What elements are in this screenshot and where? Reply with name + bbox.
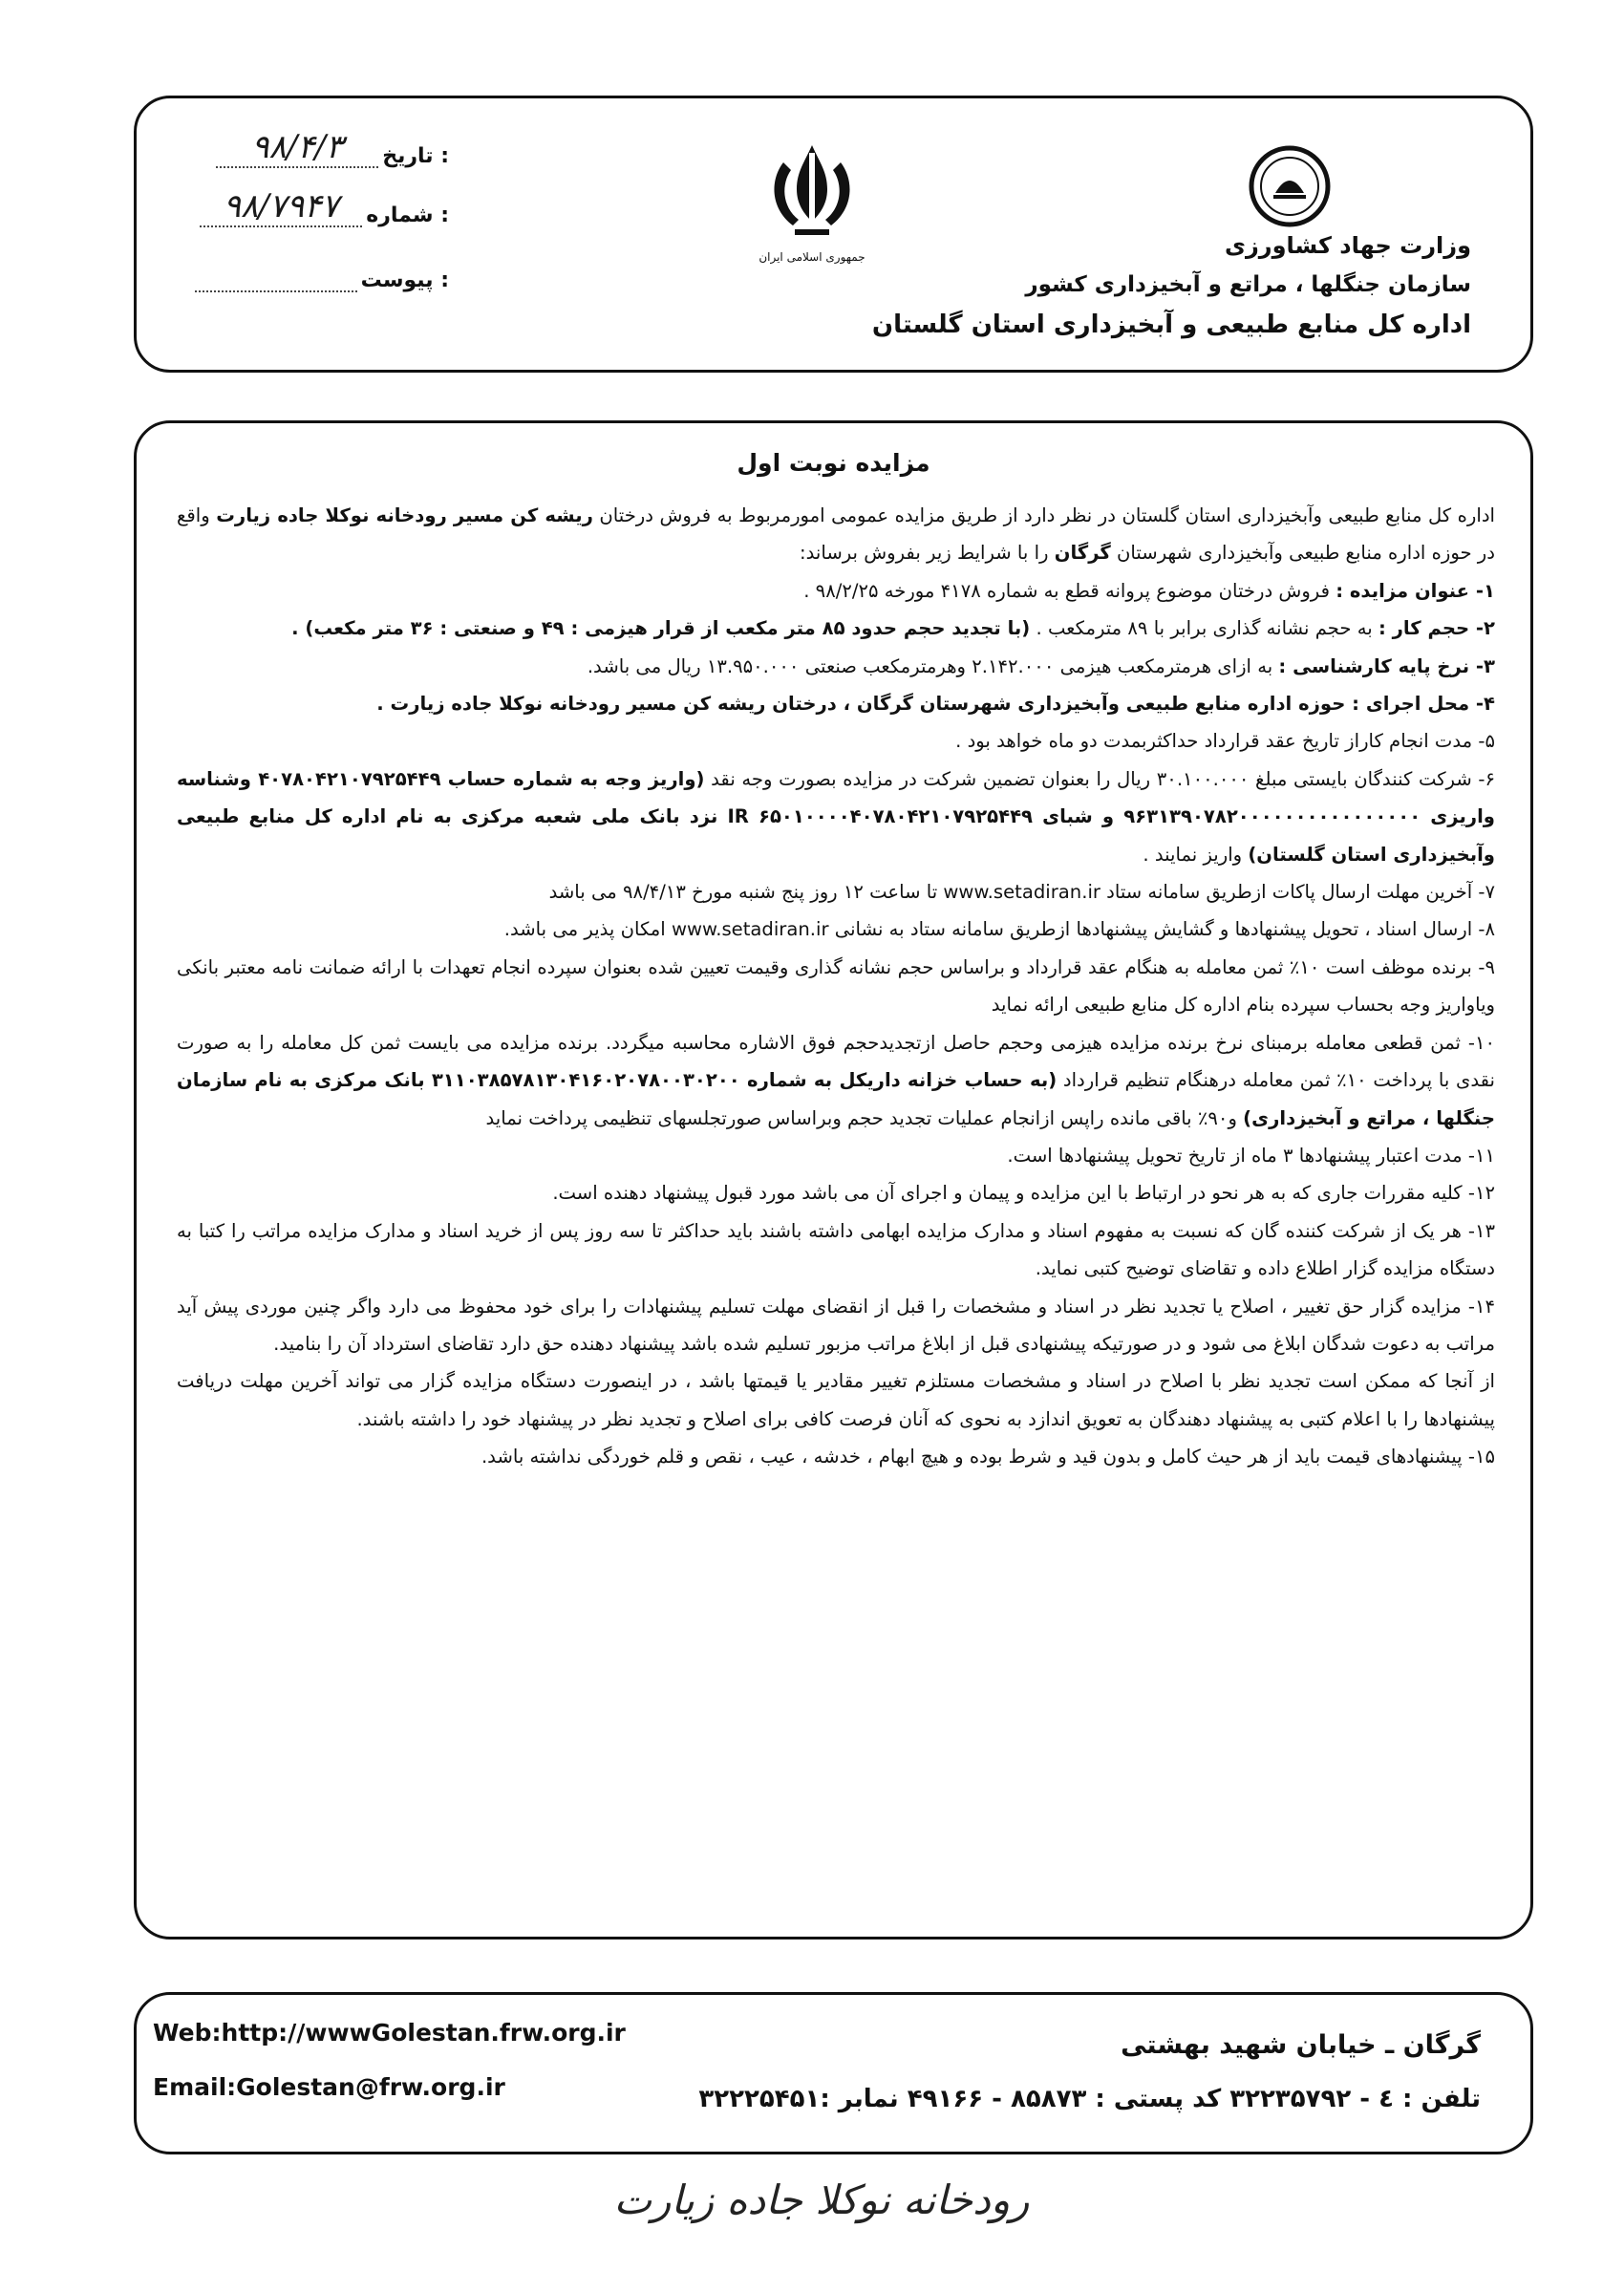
- ministry-logo-icon: [1247, 143, 1333, 229]
- number-label: شماره :: [366, 204, 449, 227]
- term-6-end: واریز نمایند .: [1143, 843, 1243, 866]
- term-1: [177, 572, 1495, 610]
- term-12: ۱۲- کلیه مقررات جاری که به هر نحو در ارتباط با این مزایده و پیمان و اجرای آن می باشد مورد قبول پیشنهاد دهنده است.: [552, 1182, 1495, 1205]
- attachment-value: [195, 290, 357, 292]
- term-7: ۷- آخرین مهلت ارسال پاکات ازطریق سامانه ستاد www.setadiran.ir تا ساعت ۱۲ روز پنج شنبه مورخ ۹۸/۴/۱۳ می باشد: [548, 881, 1495, 904]
- term-3: [177, 648, 1495, 685]
- term-8: ۸- ارسال اسناد ، تحویل پیشنهادها و گشایش پیشنهادها ازطریق سامانه ستاد به نشانی www.setadiran.ir امکان پذیر می باشد.: [503, 918, 1495, 941]
- term-2-text: به حجم نشانه گذاری برابر با ۸۹ مترمکعب .: [1036, 617, 1373, 640]
- term-3-label: ۳- نرخ پایه کارشناسی :: [1278, 654, 1495, 677]
- department-name: اداره کل منابع طبیعی و آبخیزداری استان گلستان: [871, 311, 1471, 339]
- iran-emblem-icon: [755, 134, 869, 248]
- date-value: ۹۸/۴/۳: [216, 128, 378, 168]
- auction-terms: [177, 497, 1495, 1911]
- attachment-field: [162, 248, 449, 292]
- handwritten-note: رودخانه نوکلا جاده زیارت: [613, 2176, 1030, 2223]
- term-6-account: (واریز وجه به شماره حساب ۴۰۷۸۰۴۲۱۰۷۹۲۵۴۴۹ وشناسه واریزی ۹۶۳۱۳۹۰۷۸۲۰۰۰۰۰۰۰۰۰۰۰۰۰۰۰۰ و شبای IR ۶۵۰۱۰۰۰۰۴۰۷۸۰۴۲۱۰۷۹۲۵۴۴۹ نزد بانک ملی شعبه مرکزی به نام اداره کل منابع طبیعی وآبخیزداری استان گلستان): [177, 767, 1495, 866]
- term-4-text: حوزه اداره منابع طبیعی وآبخیزداری شهرستان گرگان ، درختان ریشه کن مسیر رودخانه نوکلا جاده زیارت .: [376, 693, 1346, 716]
- attachment-label: پیوست :: [360, 268, 449, 292]
- number-value: ۹۸/۷۹۴۷: [200, 187, 362, 227]
- intro-end: را با شرایط زیر بفروش برساند:: [800, 542, 1049, 565]
- intro-city: گرگان: [1054, 542, 1111, 565]
- number-field: [162, 183, 449, 227]
- date-label: تاریخ :: [382, 144, 449, 168]
- page-title: مزایده نوبت اول: [737, 449, 930, 477]
- date-field: [162, 124, 449, 168]
- footer-website: Web:http://wwwGolestan.frw.org.ir: [153, 2019, 626, 2047]
- emblem-caption: جمهوری اسلامی ایران: [759, 250, 865, 264]
- term-9: ۹- برنده موظف است ۱۰٪ ثمن معامله به هنگام عقد قرارداد و براساس حجم نشانه گذاری وقیمت تعیین شده بعنوان سپرده انجام تعهدات با ارائه ضمانت نامه معتبر بانکی ویاواریز وجه بحساب سپرده بنام اداره کل منابع طبیعی ارائه نماید: [177, 955, 1495, 1017]
- term-4: [177, 685, 1495, 722]
- term-4-label: ۴- محل اجرای :: [1352, 693, 1495, 716]
- term-5: ۵- مدت انجام کاراز تاریخ عقد قرارداد حداکثربمدت دو ماه خواهد بود .: [955, 730, 1495, 753]
- intro-subject: ریشه کن مسیر رودخانه نوکلا جاده زیارت: [216, 504, 593, 526]
- term-15: ۱۵- پیشنهادهای قیمت باید از هر حیث کامل و بدون قید و شرط بوده و هیچ ابهام ، خدشه ، عیب ، نقص و قلم خوردگی نداشته باشد.: [481, 1446, 1495, 1468]
- footer-email: Email:Golestan@frw.org.ir: [153, 2073, 505, 2101]
- term-2-label: ۲- حجم کار :: [1378, 617, 1495, 640]
- term-10-text: ۱۰- ثمن قطعی معامله برمبنای نرخ برنده مزایده هیزمی وحجم حاصل ازتجدیدحجم فوق الاشاره محاسبه میگردد. برنده مزایده می بایست ثمن کل معامله را به صورت نقدی با پرداخت ۱۰٪ ثمن معامله درهنگام تنظیم قرارداد: [177, 1031, 1495, 1092]
- footer-phone: تلفن : ٤ - ۳۲۲۳۵۷۹۲ کد پستی : ۸۵۸۷۳ - ۴۹۱۶۶ نمابر :۳۲۲۲۵۴۵۱: [698, 2085, 1481, 2113]
- term-14-continued: از آنجا که ممکن است تجدید نظر با اصلاح در اسناد و مشخصات مستلزم تغییر مقادیر یا قیمتها باشد ، در اینصورت دستگاه مزایده گزار می تواند آخرین مهلت دریافت پیشنهادها را با اعلام کتبی به پیشنهاد دهندگان به تعویق اندازد به نحوی که آنان فرصت کافی برای اصلاح و تجدید نظر در پیشنهاد خود را داشته باشند.: [177, 1370, 1495, 1430]
- intro-paragraph: [177, 497, 1495, 572]
- term-2-bold: (با تجدید حجم حدود ۸۵ متر مکعب از قرار هیزمی : ۴۹ و صنعتی : ۳۶ متر مکعب) .: [291, 617, 1031, 640]
- ministry-name: وزارت جهاد کشاورزی: [1224, 232, 1471, 259]
- term-10-end: و۹۰٪ باقی مانده راپس ازانجام عملیات تجدید حجم وبراساس صورتجلسهای تنظیمی پرداخت نماید: [485, 1106, 1237, 1129]
- term-1-label: ۱- عنوان مزایده :: [1336, 579, 1495, 602]
- footer-address: گرگان ـ خیابان شهید بهشتی: [1121, 2030, 1481, 2060]
- term-3-text: به ازای هرمترمکعب هیزمی ۲.۱۴۲.۰۰۰ وهرمترمکعب صنعتی ۱۳.۹۵۰.۰۰۰ ریال می باشد.: [587, 654, 1273, 677]
- organization-name: سازمان جنگلها ، مراتع و آبخیزداری کشور: [1025, 272, 1471, 297]
- term-6: [177, 761, 1495, 873]
- term-10: [177, 1024, 1495, 1137]
- term-10-account: (به حساب خزانه داریکل به شماره ۳۱۱۰۳۸۵۷۸۱۳۰۴۱۶۰۲۰۷۸۰۰۳۰۲۰۰ بانک مرکزی به نام سازمان جنگلها ، مراتع و آبخیزداری): [177, 1069, 1495, 1129]
- term-14: ۱۴- مزایده گزار حق تغییر ، اصلاح یا تجدید نظر در اسناد و مشخصات را قبل از انقضای مهلت تسلیم پیشنهادات را برای خود محفوظ می دارد واگر چنین موردی پیش آید مراتب به دعوت شدگان ابلاغ می شود و در صورتیکه پیشنهادی قبل از ابلاغ مراتب مزبور تسلیم شده باشد پیشنهاد دهنده حق دارد تقاضای استرداد آن را بنامید.: [177, 1295, 1495, 1355]
- term-6-text: ۶- شرکت کنندگان بایستی مبلغ ۳۰.۱۰۰.۰۰۰ ریال را بعنوان تضمین شرکت در مزایده بصورت وجه نقد: [711, 767, 1495, 790]
- term-2: [177, 610, 1495, 647]
- term-1-text: فروش درختان موضوع پروانه قطع به شماره ۴۱۷۸ مورخه ۹۸/۲/۲۵ .: [803, 579, 1330, 602]
- term-13: ۱۳- هر یک از شرکت کننده گان که نسبت به مفهوم اسناد و مدارک مزایده ابهامی داشته باشند باید حداکثر تا سه روز پس از خرید اسناد و مدارک مزایده مراتب را کتبا به دستگاه مزایده گزار اطلاع داده و تقاضای توضیح کتبی نماید.: [177, 1219, 1495, 1280]
- term-11: ۱۱- مدت اعتبار پیشنهادها ۳ ماه از تاریخ تحویل پیشنهادها است.: [1007, 1144, 1495, 1167]
- intro-text: اداره کل منابع طبیعی وآبخیزداری استان گلستان در نظر دارد از طریق مزایده عمومی امورمربوط به فروش درختان: [599, 504, 1495, 526]
- intro-location: واقع در حوزه اداره منابع طبیعی وآبخیزداری شهرستان: [177, 504, 1495, 565]
